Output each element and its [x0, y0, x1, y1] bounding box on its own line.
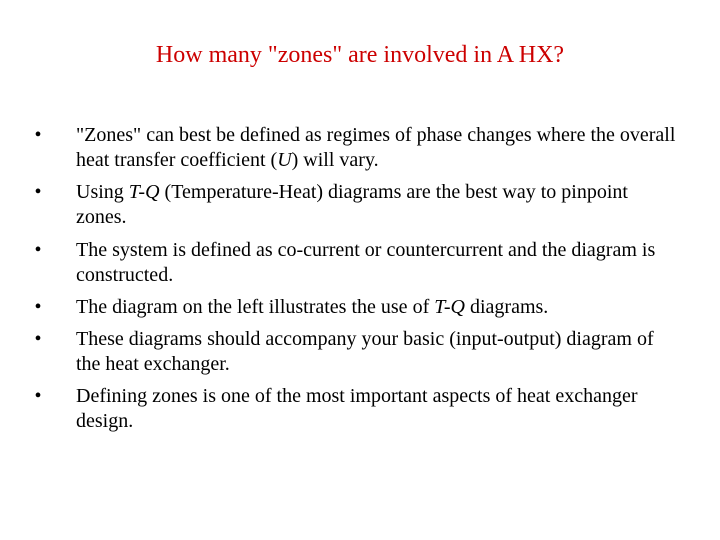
- bullet-item: [28, 295, 678, 320]
- bullet-icon: •: [34, 328, 42, 351]
- bullet-item: [28, 384, 678, 434]
- bullet-text: The system is defined as co-current or countercurrent and the diagram is constructed.: [76, 238, 656, 286]
- bullet-item: [28, 238, 678, 288]
- bullet-text: Using T-Q (Temperature-Heat) diagrams are the best way to pinpoint zones.: [76, 181, 628, 229]
- bullet-item: [28, 180, 678, 230]
- slide-title: How many "zones" are involved in A HX?: [155, 42, 565, 68]
- bullet-icon: •: [34, 124, 42, 146]
- bullet-text: The diagram on the left illustrates the use of T-Q diagrams.: [76, 295, 549, 318]
- bullet-item: [28, 123, 678, 173]
- bullet-text: These diagrams should accompany your basic (input-output) diagram of the heat exchanger.: [76, 328, 654, 376]
- bullet-icon: •: [34, 295, 42, 318]
- bullet-icon: •: [34, 385, 42, 408]
- bullet-item: [28, 327, 678, 377]
- bullet-text: "Zones" can best be defined as regimes of phase changes where the overall heat transfer coefficient (U) will vary.: [76, 124, 676, 171]
- bullet-text: Defining zones is one of the most important aspects of heat exchanger design.: [76, 385, 638, 433]
- bullet-icon: •: [34, 181, 42, 204]
- bullet-list: [28, 123, 678, 442]
- bullet-icon: •: [34, 238, 42, 261]
